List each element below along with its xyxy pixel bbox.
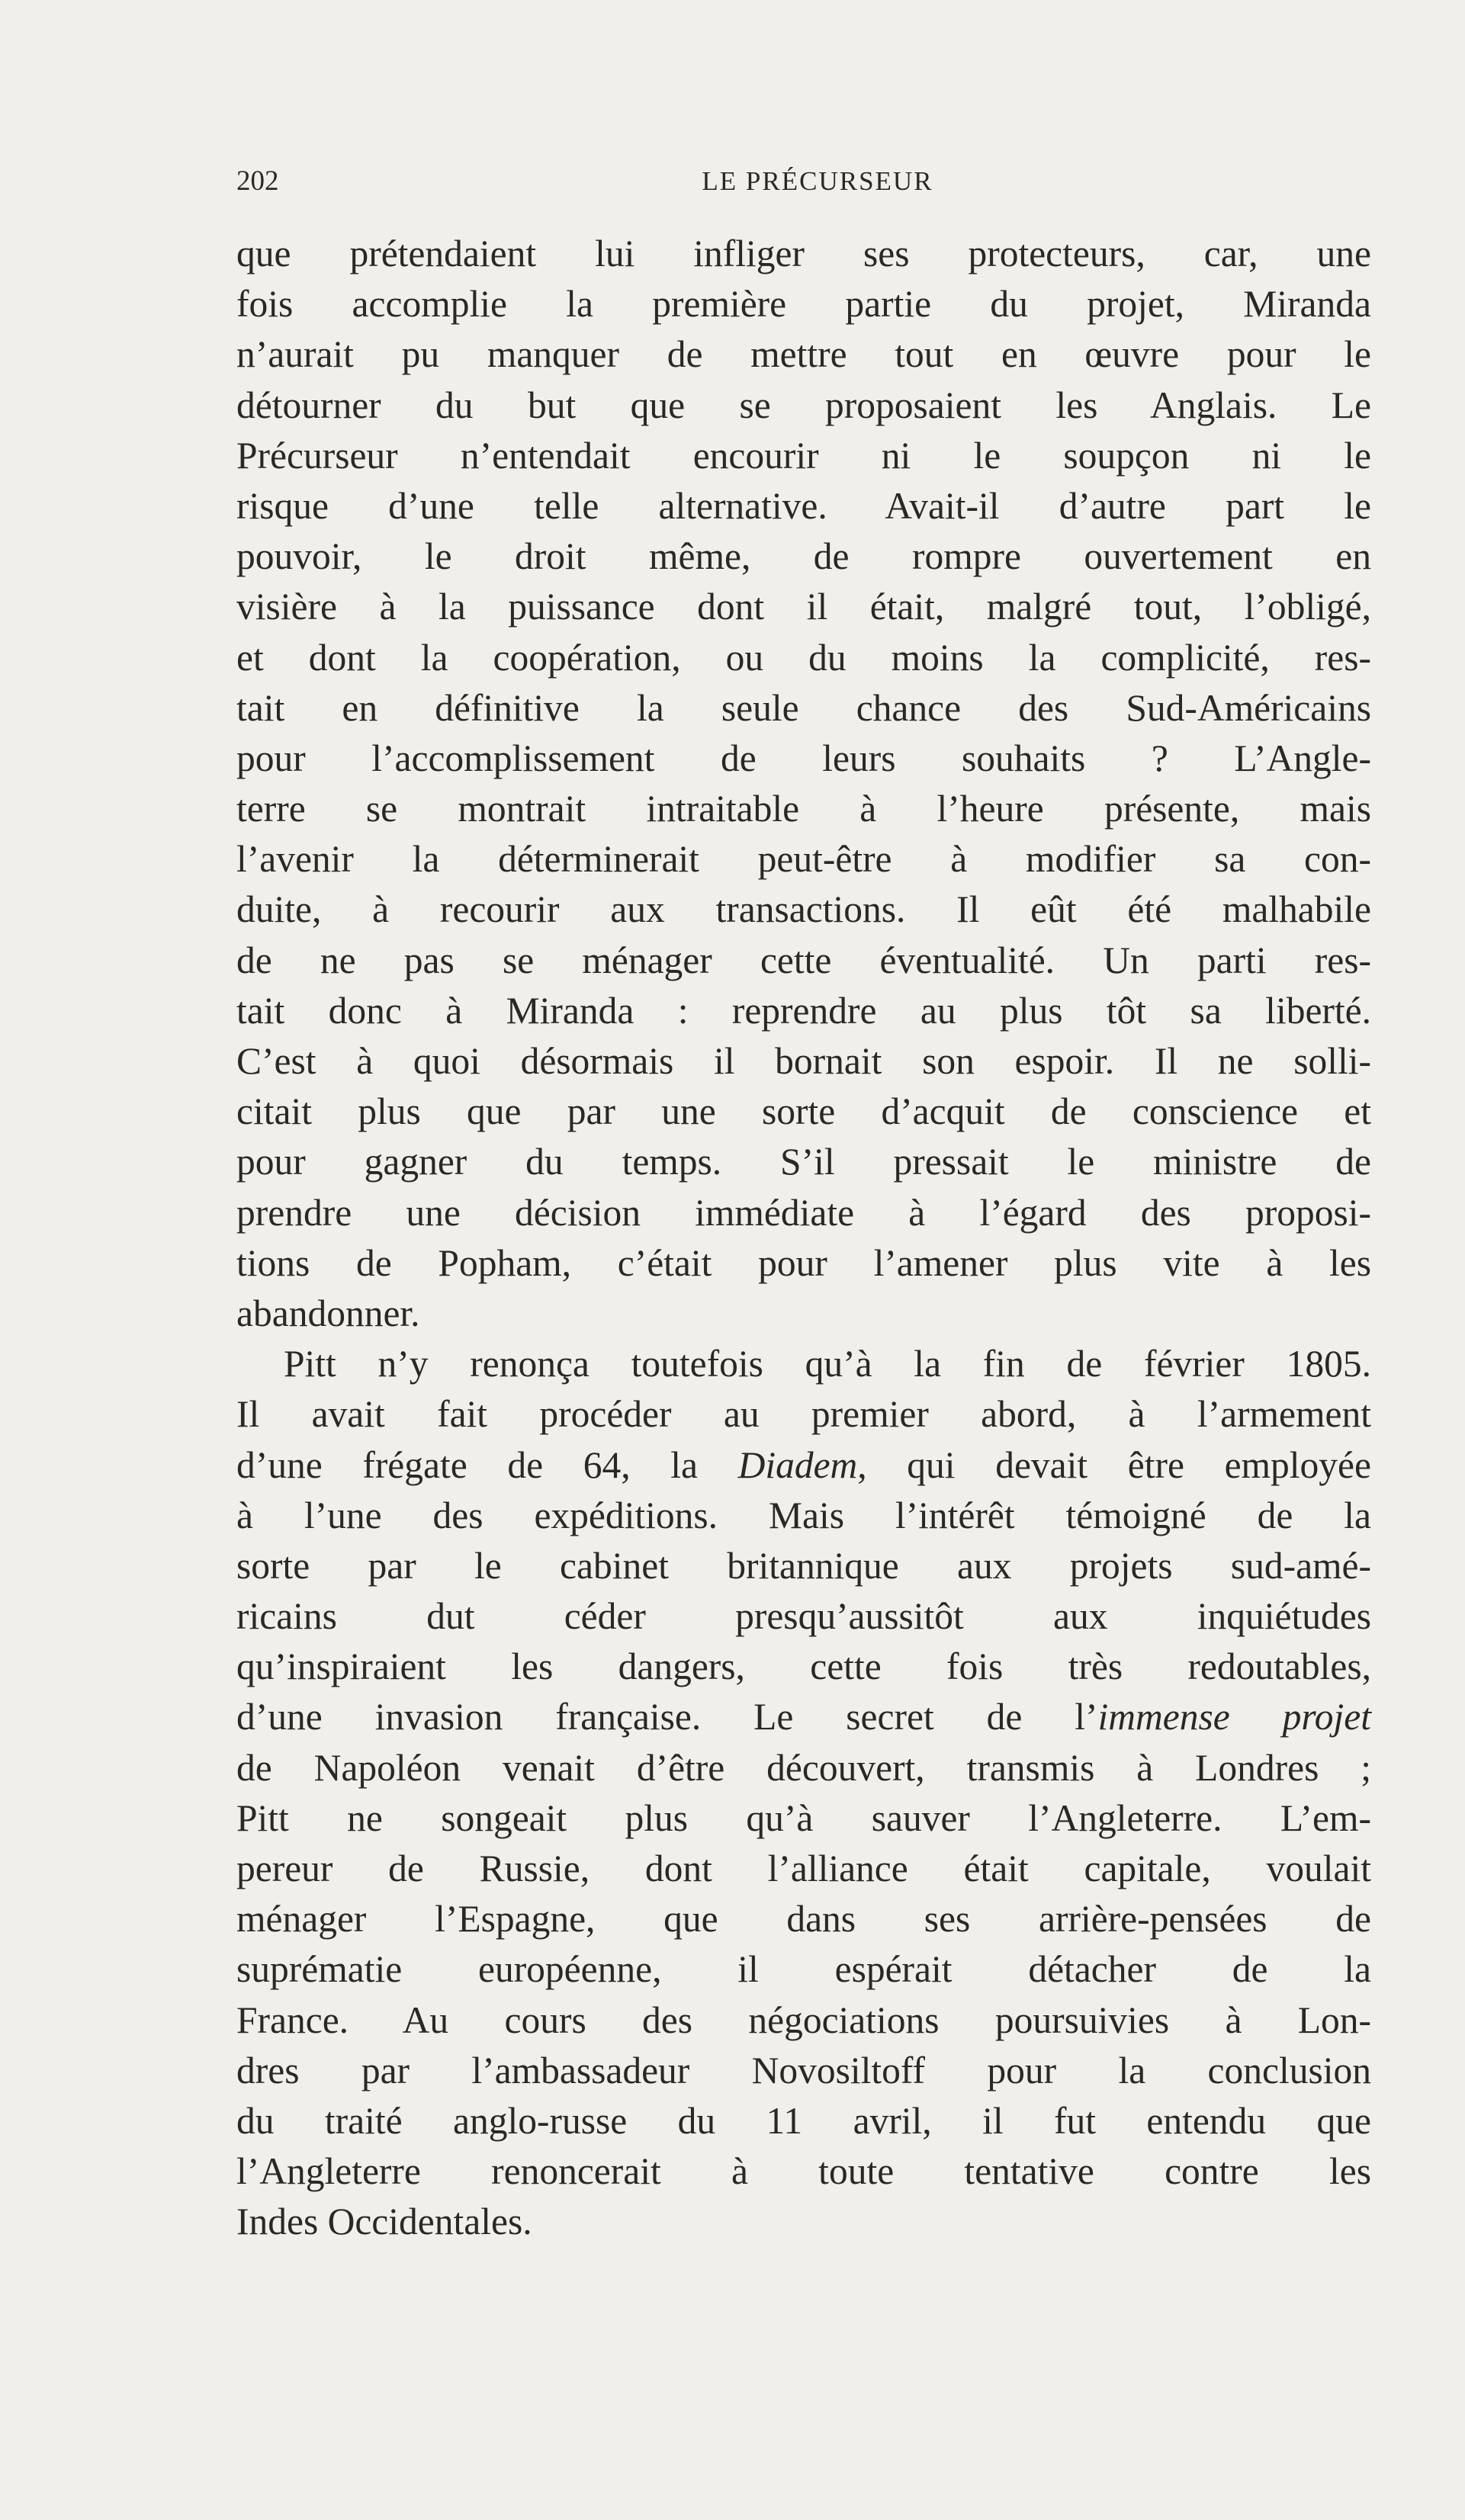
- text-line: visière à la puissance dont il était, malgré tout, l’obligé,: [236, 586, 1371, 628]
- text-line: tions de Popham, c’était pour l’amener plus vite à les: [236, 1241, 1371, 1284]
- text-line: pour l’accomplissement de leurs souhaits ? L’Angle-: [236, 737, 1371, 779]
- text-line: tait donc à Miranda : reprendre au plus tôt sa liberté.: [236, 989, 1371, 1032]
- text-line: fois accomplie la première partie du projet, Miranda: [236, 283, 1371, 326]
- page-header: [236, 159, 1368, 204]
- text-run: , qui devait être employée: [857, 1443, 1371, 1486]
- page-number: 202: [236, 165, 279, 197]
- text-line: détourner du but que se proposaient les Anglais. Le: [236, 384, 1371, 426]
- text-line: que prétendaient lui infliger ses protecteurs, car, une: [236, 233, 1371, 274]
- text-line: à l’une des expéditions. Mais l’intérêt témoigné de la: [236, 1494, 1371, 1536]
- text-line: l’Angleterre renoncerait à toute tentative contre les: [236, 2150, 1371, 2193]
- text-line: de Napoléon venait d’être découvert, transmis à Londres ;: [236, 1746, 1371, 1789]
- text-line: pereur de Russie, dont l’alliance était capitale, voulait: [236, 1847, 1371, 1889]
- text-line: du traité anglo-russe du 11 avril, il fut entendu que: [236, 2099, 1371, 2142]
- text-line: Pitt ne songeait plus qu’à sauver l’Angleterre. L’em-: [236, 1796, 1371, 1839]
- text-line: sorte par le cabinet britannique aux projets sud-amé-: [236, 1544, 1371, 1587]
- text-line: Il avait fait procéder au premier abord, à l’armement: [236, 1393, 1371, 1436]
- text-line: duite, à recourir aux transactions. Il eût été malhabile: [236, 888, 1371, 931]
- body-text: [236, 229, 1371, 2248]
- text-line: C’est à quoi désormais il bornait son espoir. Il ne solli-: [236, 1040, 1371, 1082]
- text-line: terre se montrait intraitable à l’heure présente, mais: [236, 788, 1371, 830]
- text-line: citait plus que par une sorte d’acquit de conscience et: [236, 1090, 1371, 1133]
- ship-name: Diadem: [737, 1443, 858, 1486]
- text-line: suprématie européenne, il espérait détacher de la: [236, 1948, 1371, 1991]
- text-line: qu’inspiraient les dangers, cette fois très redoutables,: [236, 1645, 1371, 1688]
- text-line: n’aurait pu manquer de mettre tout en œuvre pour le: [236, 333, 1371, 376]
- text-line: [236, 1440, 1371, 1491]
- text-line: abandonner.: [236, 1292, 420, 1334]
- text-line: prendre une décision immédiate à l’égard des proposi-: [236, 1191, 1371, 1234]
- text-line: [236, 1692, 1371, 1742]
- text-line: et dont la coopération, ou du moins la complicité, res-: [236, 636, 1371, 679]
- text-run: d’une frégate de 64, la: [236, 1443, 738, 1486]
- text-line: pour gagner du temps. S’il pressait le ministre de: [236, 1141, 1371, 1183]
- text-line: tait en définitive la seule chance des Sud-Américains: [236, 686, 1371, 729]
- text-line: risque d’une telle alternative. Avait-il d’autre part le: [236, 484, 1371, 527]
- text-line: Précurseur n’entendait encourir ni le soupçon ni le: [236, 434, 1371, 477]
- text-line: dres par l’ambassadeur Novosiltoff pour la conclusion: [236, 2049, 1371, 2091]
- emphasis: immense projet: [1097, 1696, 1371, 1738]
- text-line: l’avenir la déterminerait peut-être à modifier sa con-: [236, 838, 1371, 881]
- running-title: LE PRÉCURSEUR: [702, 166, 933, 196]
- text-line: pouvoir, le droit même, de rompre ouvertement en: [236, 535, 1371, 578]
- text-line: Pitt n’y renonça toutefois qu’à la fin de février 1805.: [284, 1343, 1371, 1385]
- text-run: d’une invasion française. Le secret de l’: [236, 1696, 1098, 1738]
- text-line: France. Au cours des négociations poursuivies à Lon-: [236, 1998, 1371, 2041]
- text-line: ricains dut céder presqu’aussitôt aux inquiétudes: [236, 1595, 1371, 1638]
- text-line: de ne pas se ménager cette éventualité. Un parti res-: [236, 939, 1371, 981]
- text-line: ménager l’Espagne, que dans ses arrière-pensées de: [236, 1898, 1371, 1941]
- text-line: Indes Occidentales.: [236, 2201, 532, 2243]
